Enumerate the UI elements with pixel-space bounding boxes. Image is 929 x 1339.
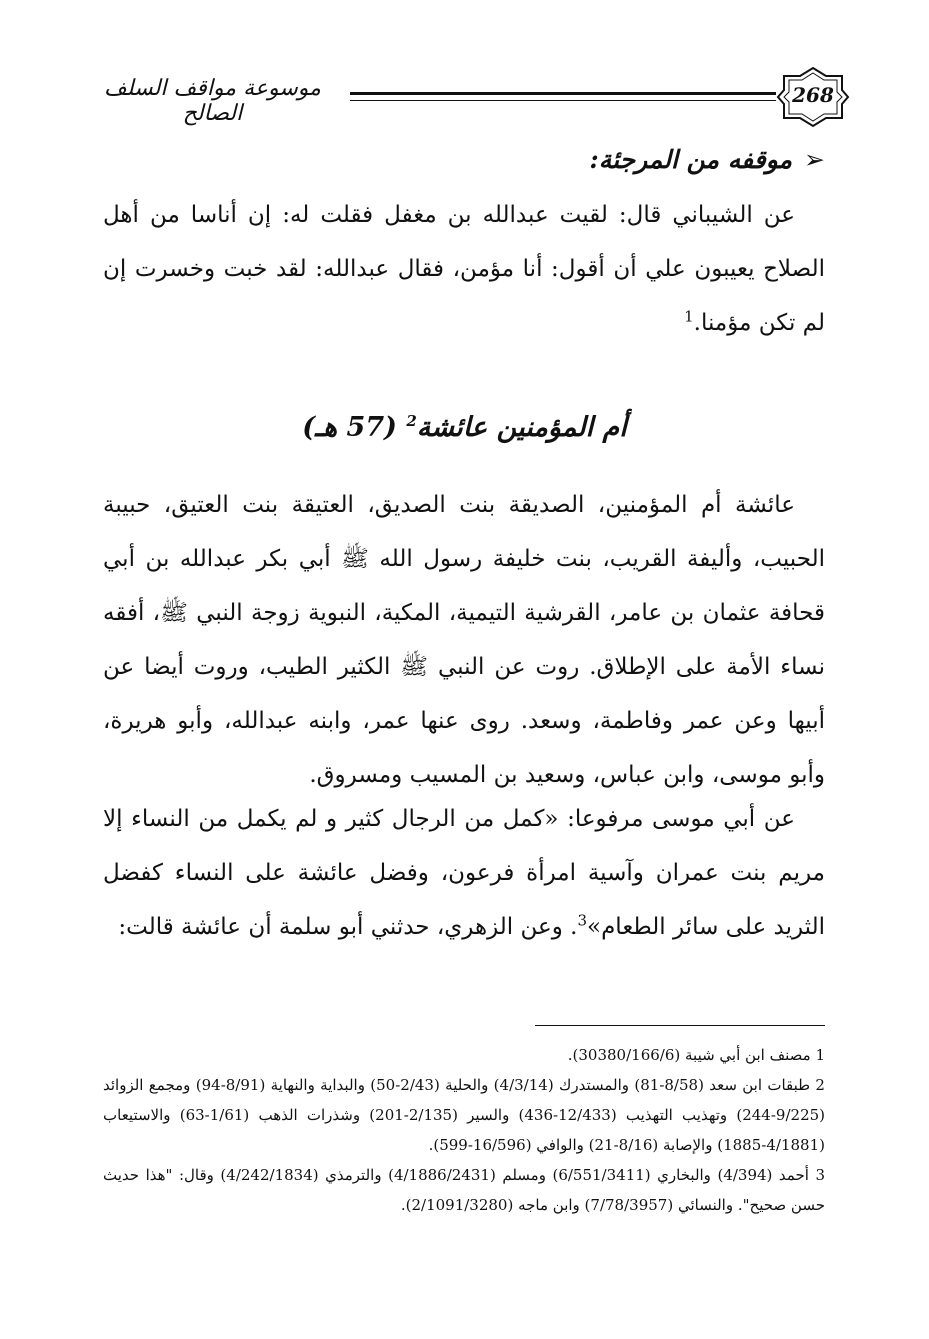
- section-title-date: (57 هـ): [302, 412, 397, 443]
- footnote-1: [103, 1040, 825, 1070]
- paragraph-2: [103, 478, 825, 802]
- book-title: موسوعة مواقف السلف الصالح: [104, 76, 321, 126]
- footnote-2: [103, 1070, 825, 1160]
- footnote-separator: [535, 1025, 825, 1026]
- footnote-3: [103, 1160, 825, 1220]
- paragraph-3-text-after: . وعن الزهري، حدثني أبو سلمة أن عائشة قالت:: [118, 914, 578, 940]
- header-rule: [350, 92, 776, 95]
- arrow-icon: ➢: [804, 145, 825, 174]
- subheading: [589, 145, 825, 174]
- paragraph-3: [103, 792, 825, 954]
- header-rule-thin: [350, 100, 776, 101]
- page-header: [75, 62, 850, 132]
- paragraph-1-text: عن الشيباني قال: لقيت عبدالله بن مغفل فقلت له: إن أناسا من أهل الصلاح يعيبون علي أن أقول: أنا مؤمن، فقال عبدالله: لقد خبت وخسرت إن لم تكن مؤمنا.: [103, 202, 825, 336]
- paragraph-1: [103, 188, 825, 350]
- footnote-number: 3: [815, 1166, 825, 1184]
- footnote-text: طبقات ابن سعد (8/58-81) والمستدرك (4/3/14) والحلية (2/43-50) والبداية والنهاية (8/91-94) ومجمع الزوائد (9/225-244) وتهذيب التهذيب (12/433-436) والسير (2/135-201) وشذرات الذهب (1/61-63) والاستيعاب (4/1881-1885) والإصابة (8/16-21) والوافي (16/596-599).: [103, 1076, 826, 1154]
- page-number: 268: [792, 83, 834, 107]
- section-title-name: أم المؤمنين عائشة: [416, 412, 627, 443]
- subheading-text: موقفه من المرجئة:: [589, 145, 793, 174]
- paragraph-3-text-before: عن أبي موسى مرفوعا: «كمل من الرجال كثير و لم يكمل من النساء إلا مريم بنت عمران وآسية امرأة فرعون، وفضل عائشة على النساء كفضل الثريد على سائر الطعام»: [103, 806, 825, 940]
- paragraph-2-text: عائشة أم المؤمنين، الصديقة بنت الصديق، العتيقة بنت العتيق، حبيبة الحبيب، وأليفة القريب، بنت خليفة رسول الله ﷺ أبي بكر عبدالله بن أبي قحافة عثمان بن عامر، القرشية التيمية، المكية، النبوية زوجة النبي ﷺ، أفقه نساء الأمة على الإطلاق. روت عن النبي ﷺ الكثير الطيب، وروت أيضا عن أبيها وعن عمر وفاطمة، وسعد. روى عنها عمر، وابنه عبدالله، وأبو هريرة، وأبو موسى، وابن عباس، وسعيد بن المسيب ومسروق.: [103, 492, 825, 788]
- footnote-number: 2: [815, 1076, 825, 1094]
- footnote-ref-1: 1: [684, 307, 694, 326]
- section-title: [0, 412, 929, 443]
- footnotes: [103, 1040, 825, 1220]
- footnote-ref-3: 3: [577, 911, 587, 930]
- footnote-ref-2: 2: [406, 412, 417, 430]
- footnote-text: أحمد (4/394) والبخاري (6/551/3411) ومسلم (4/1886/2431) والترمذي (4/242/1834) وقال: "هذا حديث حسن صحيح". والنسائي (7/78/3957) وابن ماجه (2/1091/3280).: [103, 1166, 825, 1214]
- page-number-badge: [776, 66, 850, 128]
- footnote-text: مصنف ابن أبي شيبة (30380/166/6).: [567, 1046, 811, 1064]
- footnote-number: 1: [815, 1046, 825, 1064]
